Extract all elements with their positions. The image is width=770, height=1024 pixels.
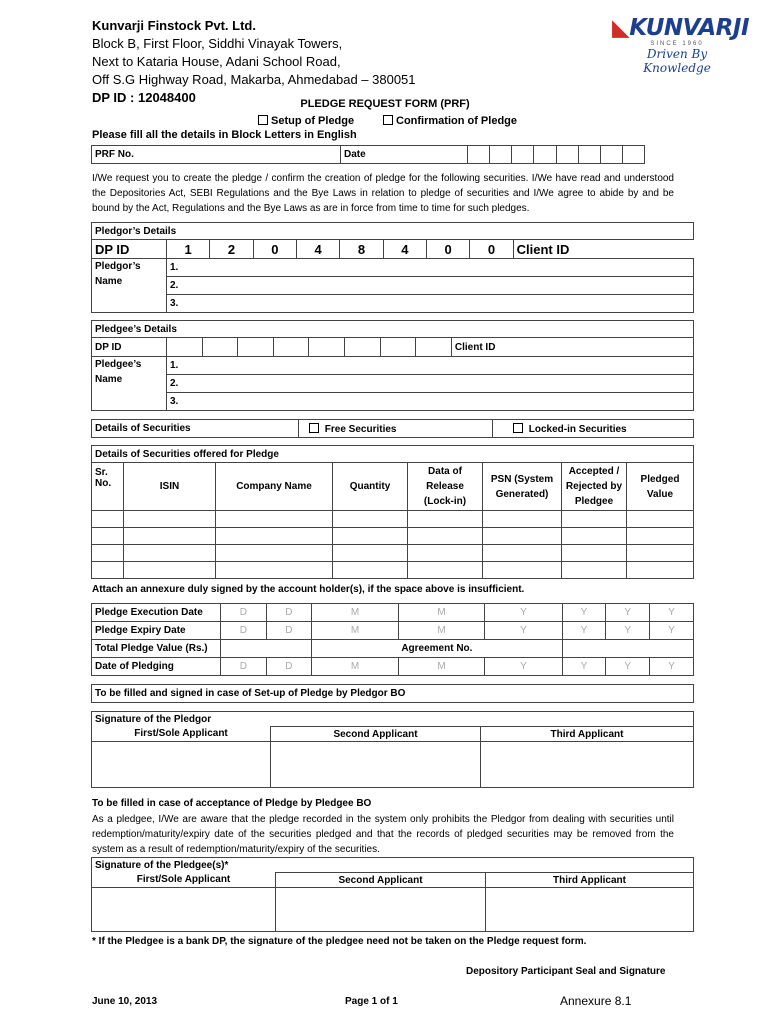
checkbox-icon[interactable] [383,115,393,125]
dp-id-header: DP ID : 12048400 [92,90,196,105]
date-box[interactable] [622,146,644,164]
pledgee-table [91,320,694,411]
agreement-no-input[interactable] [562,640,693,658]
date-cell[interactable]: M [398,622,485,640]
date-box[interactable] [512,146,534,164]
pledgee-client-id-label: Client ID [451,338,693,357]
table-row[interactable] [92,528,694,545]
pledgee-second-applicant: Second Applicant [276,873,486,888]
pledgee-dp-id-label: DP ID [92,338,167,357]
table-row[interactable] [92,545,694,562]
annexure-label: Annexure 8.1 [560,994,632,1008]
pledgor-third-applicant: Third Applicant [481,727,694,742]
pledgor-name-row-1[interactable]: 1. [167,259,694,277]
pledgee-name-row-2[interactable]: 2. [167,375,694,393]
page-number: Page 1 of 1 [345,996,398,1007]
pledgee-name-row-3[interactable]: 3. [167,393,694,411]
date-cell[interactable]: M [312,658,399,676]
pledgee-third-applicant: Third Applicant [486,873,694,888]
dp-digit: 2 [210,240,253,259]
footer-date: June 10, 2013 [92,996,158,1007]
table-row[interactable] [92,511,694,528]
date-cell[interactable]: Y [606,658,650,676]
col-psn: PSN (System Generated) [483,463,562,511]
pledgor-third-signature[interactable] [481,742,694,788]
dp-digit: 8 [340,240,383,259]
date-cell[interactable]: Y [650,658,694,676]
date-cell[interactable]: D [266,604,312,622]
execution-date-label: Pledge Execution Date [92,604,221,622]
date-cell[interactable]: Y [485,604,562,622]
pledgor-bo-heading: To be filled and signed in case of Set-up of Pledge by Pledgor BO [92,685,694,703]
checkbox-icon[interactable] [258,115,268,125]
address-line-3: Off S.G Highway Road, Makarba, Ahmedabad – 380051 [92,72,416,87]
col-release: Data of Release (Lock-in) [408,463,483,511]
dp-box[interactable] [238,338,274,357]
col-sr: Sr. No. [92,463,124,511]
pledgor-dp-id-label: DP ID [92,240,167,259]
total-value-input[interactable] [221,640,312,658]
date-cell[interactable]: D [221,658,267,676]
pledgor-sig-heading: Signature of the Pledgor [92,712,694,727]
form-title: PLEDGE REQUEST FORM (PRF) [300,98,470,110]
company-name: Kunvarji Finstock Pvt. Ltd. [92,18,256,33]
date-box[interactable] [556,146,578,164]
pledgor-first-applicant: First/Sole Applicant [92,727,271,742]
date-cell[interactable]: M [398,604,485,622]
instruction: Please fill all the details in Block Letters in English [92,129,357,141]
date-cell[interactable]: Y [562,622,606,640]
dp-digit: 4 [383,240,426,259]
date-cell[interactable]: D [221,622,267,640]
pledgor-heading: Pledgor’s Details [92,223,694,240]
pledgor-first-signature[interactable] [92,742,271,788]
table-row[interactable] [92,562,694,579]
dp-digit: 4 [296,240,339,259]
securities-label: Details of Securities [92,420,299,438]
pledgee-bo-text: As a pledgee, I/We are aware that the pledge recorded in the system only prohibits the Pledgor from dealing with securities until redemption/maturity/expiry date of the securities pledged and that the records of pledged securities may be removed from the system as a result of redemption/maturity/expiry of the securities. [92,814,674,855]
date-cell[interactable]: D [266,622,312,640]
date-cell[interactable]: Y [562,604,606,622]
annexure-note: Attach an annexure duly signed by the account holder(s), if the space above is insufficient. [92,584,525,595]
pledgor-client-id-label: Client ID [513,240,693,259]
date-cell[interactable]: Y [606,604,650,622]
dp-box[interactable] [167,338,203,357]
kunvarji-logo [612,15,749,75]
dp-box[interactable] [202,338,238,357]
expiry-date-label: Pledge Expiry Date [92,622,221,640]
option-confirmation[interactable]: Confirmation of Pledge [383,115,517,127]
date-cell[interactable]: Y [606,622,650,640]
date-label: Date [341,146,468,164]
date-cell[interactable]: Y [485,622,562,640]
prf-table [91,145,645,164]
dp-box[interactable] [380,338,416,357]
date-cell[interactable]: D [221,604,267,622]
date-box[interactable] [490,146,512,164]
address-line-2: Next to Kataria House, Adani School Road, [92,54,341,69]
date-cell[interactable]: Y [562,658,606,676]
pledgor-second-applicant: Second Applicant [271,727,481,742]
securities-offered-table [91,445,694,579]
pledgee-sig-heading: Signature of the Pledgee(s)* [92,858,694,873]
prf-no-label: PRF No. [92,146,341,164]
date-cell[interactable]: D [266,658,312,676]
date-cell[interactable]: Y [485,658,562,676]
pledgor-signature-table [91,711,694,788]
pledge-dates-table [91,603,694,676]
dp-digit: 1 [167,240,210,259]
address-line-1: Block B, First Floor, Siddhi Vinayak Towers, [92,36,343,51]
pledgor-name-label: Pledgor’s Name [92,259,167,313]
dp-digit: 0 [253,240,296,259]
pledgor-table [91,222,694,313]
date-cell[interactable]: M [398,658,485,676]
dp-box[interactable] [345,338,381,357]
pledgee-name-row-1[interactable]: 1. [167,357,694,375]
date-of-pledging-label: Date of Pledging [92,658,221,676]
dp-box[interactable] [309,338,345,357]
date-box[interactable] [578,146,600,164]
company-address [92,17,416,107]
total-value-label: Total Pledge Value (Rs.) [92,640,221,658]
date-box[interactable] [468,146,490,164]
dp-box[interactable] [416,338,452,357]
option-setup[interactable]: Setup of Pledge [258,115,354,127]
pledgee-heading: Pledgee’s Details [92,321,694,338]
date-cell[interactable]: Y [650,622,694,640]
logo-since: SINCE 1960 [650,41,704,47]
date-cell[interactable]: M [312,622,399,640]
pledgee-name-label: Pledgee’s Name [92,357,167,411]
pledgee-signature-table [91,857,694,932]
pledgor-name-row-2[interactable]: 2. [167,277,694,295]
dp-box[interactable] [273,338,309,357]
dp-digit: 0 [470,240,513,259]
logo-wordmark: ◣KUNVARJI [612,15,749,41]
pledgee-first-applicant: First/Sole Applicant [92,873,276,888]
pledgee-second-signature[interactable] [276,888,486,932]
col-pledged-value: Pledged Value [627,463,694,511]
date-cell[interactable]: M [312,604,399,622]
securities-type-table [91,419,694,438]
free-securities-option[interactable]: Free Securities [299,420,493,438]
pledgor-second-signature[interactable] [271,742,481,788]
col-accepted: Accepted / Rejected by Pledgee [562,463,627,511]
dp-digit: 0 [426,240,469,259]
checkbox-icon[interactable] [513,423,523,433]
col-company: Company Name [216,463,333,511]
pledgee-first-signature[interactable] [92,888,276,932]
seal-signature-label: Depository Participant Seal and Signature [466,966,666,977]
pledgee-third-signature[interactable] [486,888,694,932]
pledgee-bo-heading: To be filled in case of acceptance of Pledge by Pledgee BO [92,798,372,809]
col-quantity: Quantity [333,463,408,511]
bank-dp-note: * If the Pledgee is a bank DP, the signature of the pledgee need not be taken on the Pledge request form. [92,936,587,947]
date-cell[interactable]: Y [650,604,694,622]
logo-tagline: Driven By Knowledge [643,47,711,75]
date-box[interactable] [600,146,622,164]
pledgor-bo-heading-box [91,684,694,703]
agreement-no-label: Agreement No. [312,640,562,658]
locked-securities-option[interactable]: Locked-in Securities [493,420,694,438]
checkbox-icon[interactable] [309,423,319,433]
offered-heading: Details of Securities offered for Pledge [92,446,694,463]
date-box[interactable] [534,146,556,164]
declaration-text: I/We request you to create the pledge / confirm the creation of pledge for the following securities. I/We have read and understood the Depositories Act, SEBI Regulations and the Bye Laws in relation to pledge of securities and I/We agree to abide by and be bound by the Act, Regulations and the Bye Laws as are in force from time to time for such pledges. [92,173,674,214]
pledgor-name-row-3[interactable]: 3. [167,295,694,313]
col-isin: ISIN [124,463,216,511]
